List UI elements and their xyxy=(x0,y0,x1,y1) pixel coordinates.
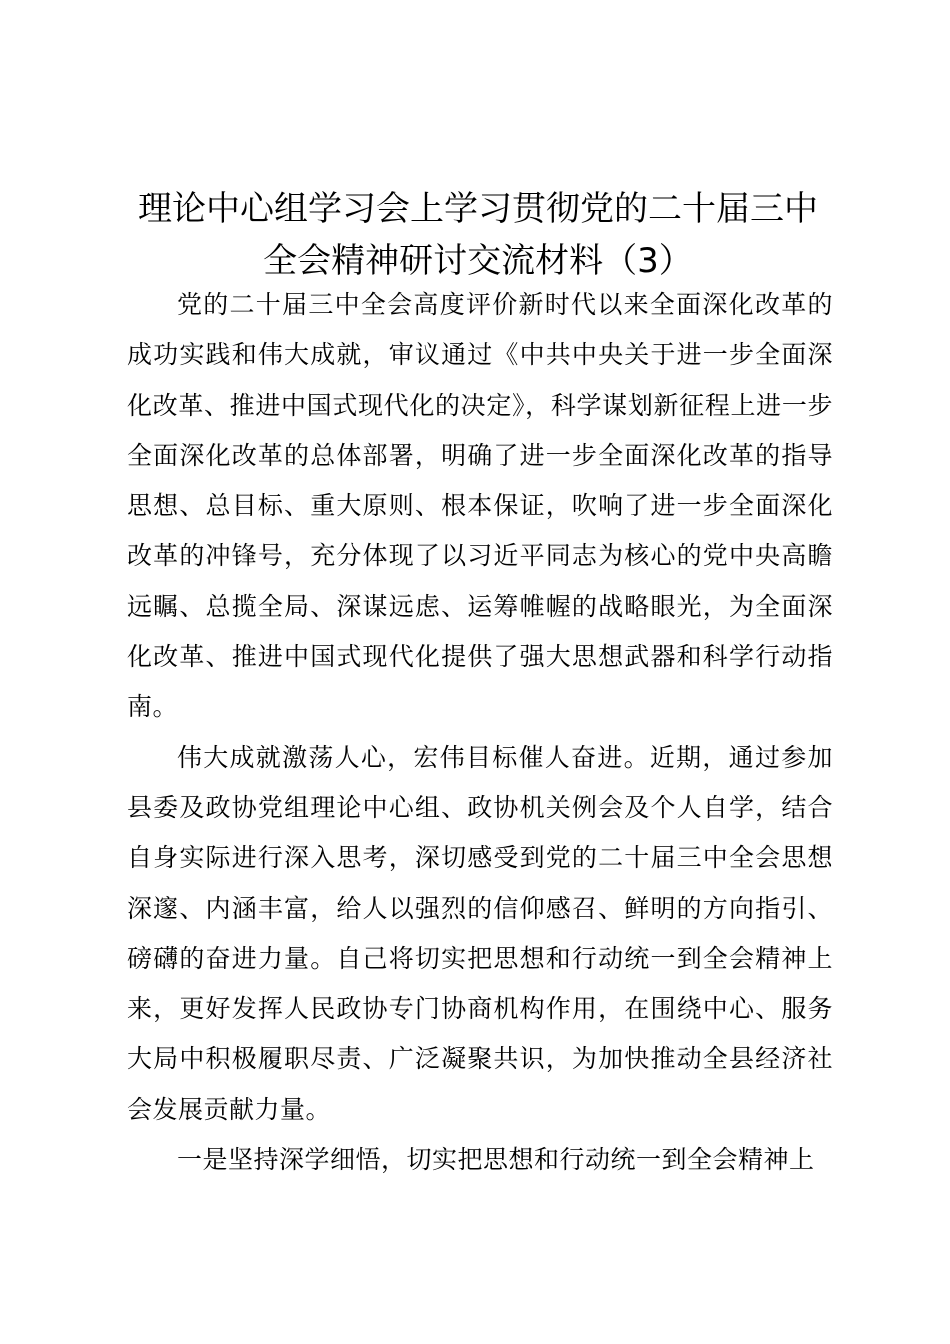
title-line-2: 全会精神研讨交流材料（3） xyxy=(263,241,693,281)
title-line-1: 理论中心组学习会上学习贯彻党的二十届三中 xyxy=(138,189,818,229)
document-title xyxy=(122,183,834,287)
paragraph-intro: 党的二十届三中全会高度评价新时代以来全面深化改革的成功实践和伟大成就，审议通过《中共中央关于进一步全面深化改革、推进中国式现代化的决定》，科学谋划新征程上进一步全面深化改革的总体部署，明确了进一步全面深化改革的指导思想、总目标、重大原则、根本保证，吹响了进一步全面深化改革的冲锋号，充分体现了以习近平同志为核心的党中央高瞻远瞩、总揽全局、深谋远虑、运筹帷幄的战略眼光，为全面深化改革、推进中国式现代化提供了强大思想武器和科学行动指南。 xyxy=(127,290,833,722)
paragraph-achievements: 伟大成就激荡人心，宏伟目标催人奋进。近期，通过参加县委及政协党组理论中心组、政协机关例会及个人自学，结合自身实际进行深入思考，深切感受到党的二十届三中全会思想深邃、内涵丰富，给人以强烈的信仰感召、鲜明的方向指引、磅礴的奋进力量。自己将切实把思想和行动统一到全会精神上来，更好发挥人民政协专门协商机构作用，在围绕中心、服务大局中积极履职尽责、广泛凝聚共识，为加快推动全县经济社会发展贡献力量。 xyxy=(127,742,833,1124)
document-body xyxy=(127,280,833,1185)
paragraph-point-one: 一是坚持深学细悟，切实把思想和行动统一到全会精神上 xyxy=(177,1145,815,1175)
